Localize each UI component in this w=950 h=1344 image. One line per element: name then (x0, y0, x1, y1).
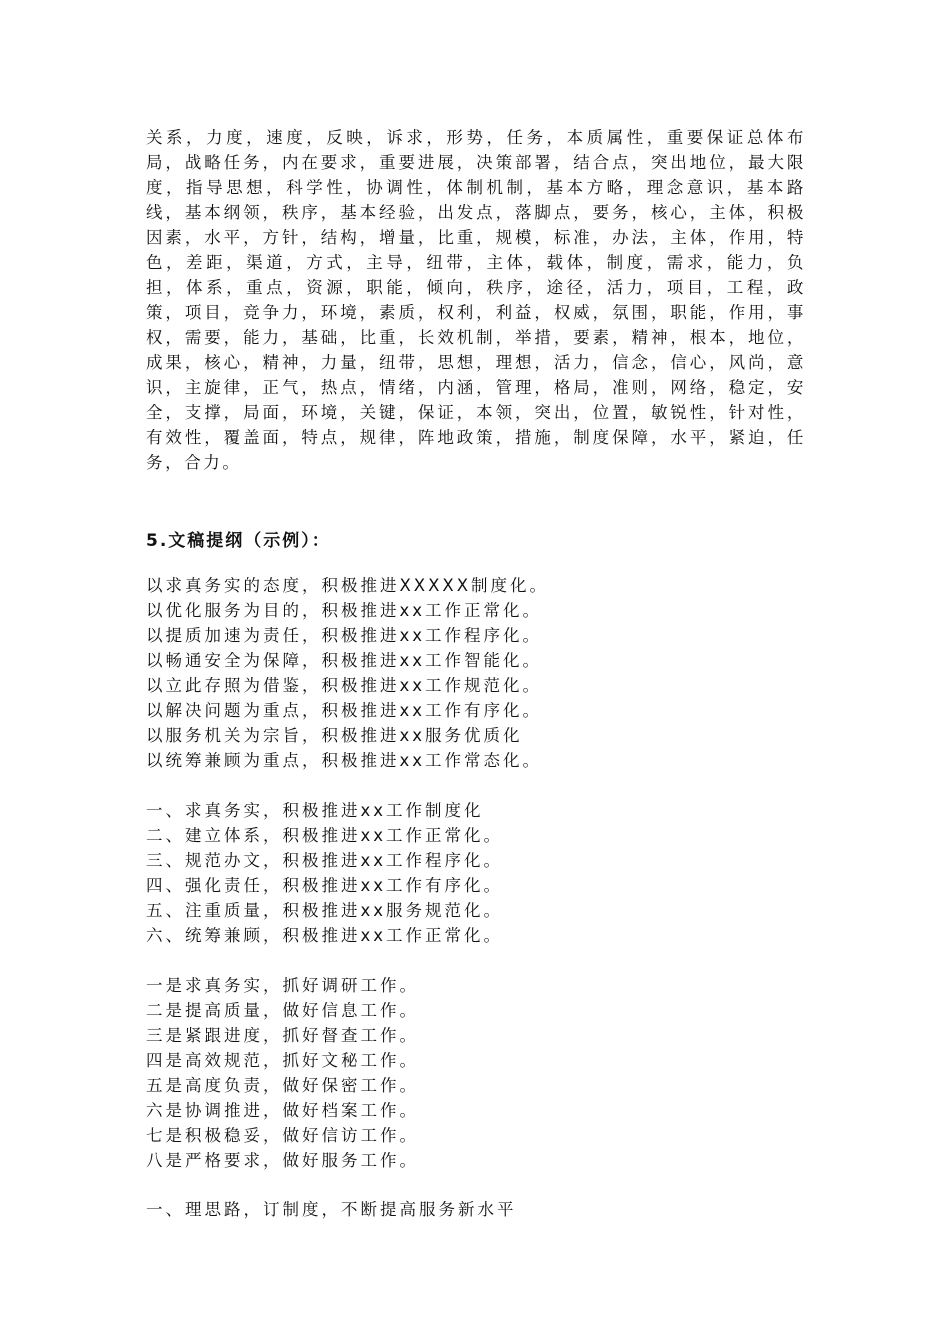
outline-group-1 (146, 573, 549, 773)
outline-group-2 (146, 798, 503, 948)
outline-group-4 (146, 1197, 517, 1222)
outline-line: 以统筹兼顾为重点，积极推进xx工作常态化。 (146, 751, 543, 770)
outline-line: 四、强化责任，积极推进xx工作有序化。 (146, 876, 504, 895)
outline-line: 以立此存照为借鉴，积极推进xx工作规范化。 (146, 676, 543, 695)
outline-line: 以解决问题为重点，积极推进xx工作有序化。 (146, 701, 543, 720)
outline-line: 以畅通安全为保障，积极推进xx工作智能化。 (146, 651, 543, 670)
outline-line: 一、理思路，订制度，不断提高服务新水平 (146, 1200, 517, 1219)
outline-line: 二、建立体系，积极推进xx工作正常化。 (146, 826, 504, 845)
outline-line: 以服务机关为宗旨，积极推进xx服务优质化 (146, 726, 523, 745)
outline-line: 七是积极稳妥，做好信访工作。 (146, 1126, 419, 1145)
outline-line: 五是高度负责，做好保密工作。 (146, 1076, 419, 1095)
outline-line: 一是求真务实，抓好调研工作。 (146, 976, 419, 995)
outline-line: 以求真务实的态度，积极推进XXXXX制度化。 (146, 576, 550, 595)
outline-line: 五、注重质量，积极推进xx服务规范化。 (146, 901, 504, 920)
keyword-paragraph: 关系，力度，速度，反映，诉求，形势，任务，本质属性，重要保证总体布局，战略任务，内在要求，重要进展，决策部署，结合点，突出地位，最大限度，指导思想，科学性，协调性，体制机制，基本方略，理念意识，基本路线，基本纲领，秩序，基本经验，出发点，落脚点，要务，核心，主体，积极因素，水平，方针，结构，增量，比重，规模，标准，办法，主体，作用，特色，差距，渠道，方式，主导，纽带，主体，载体，制度，需求，能力，负担，体系，重点，资源，职能，倾向，秩序，途径，活力，项目，工程，政策，项目，竞争力，环境，素质，权利，利益，权威，氛围，职能，作用，事权，需要，能力，基础，比重，长效机制，举措，要素，精神，根本，地位，成果，核心，精神，力量，纽带，思想，理想，活力，信念，信心，风尚，意识，主旋律，正气，热点，情绪，内涵，管理，格局，准则，网络，稳定，安全，支撑，局面，环境，关键，保证，本领，突出，位置，敏锐性，针对性，有效性，覆盖面，特点，规律，阵地政策，措施，制度保障，水平，紧迫，任务，合力。 (146, 128, 806, 472)
outline-line: 以提质加速为责任，积极推进xx工作程序化。 (146, 626, 543, 645)
outline-line: 六是协调推进，做好档案工作。 (146, 1101, 419, 1120)
section-heading: 5.文稿提纲（示例）： (146, 531, 331, 551)
outline-line: 八是严格要求，做好服务工作。 (146, 1151, 419, 1170)
outline-line: 二是提高质量，做好信息工作。 (146, 1001, 419, 1020)
outline-line: 三、规范办文，积极推进xx工作程序化。 (146, 851, 504, 870)
outline-line: 六、统筹兼顾，积极推进xx工作正常化。 (146, 926, 504, 945)
outline-line: 以优化服务为目的，积极推进xx工作正常化。 (146, 601, 543, 620)
outline-group-3 (146, 973, 419, 1173)
outline-line: 三是紧跟进度，抓好督查工作。 (146, 1026, 419, 1045)
outline-line: 一、求真务实，积极推进xx工作制度化 (146, 801, 484, 820)
outline-line: 四是高效规范，抓好文秘工作。 (146, 1051, 419, 1070)
